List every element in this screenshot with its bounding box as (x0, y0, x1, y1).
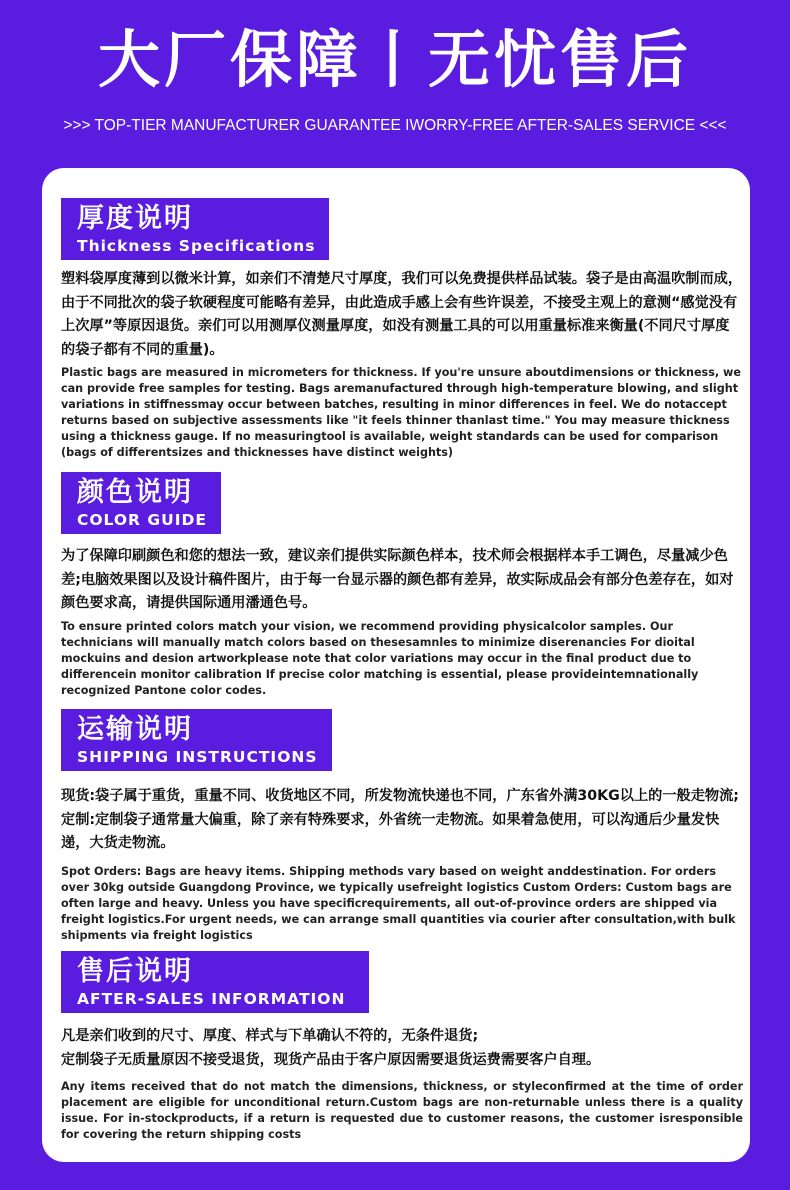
section-color (61, 472, 743, 699)
section-thickness (61, 198, 743, 461)
section-title-en: COLOR GUIDE (77, 511, 207, 529)
page-title: 大厂保障丨无忧售后 (97, 23, 692, 96)
section-body-zh-line: 定制袋子无质量原因不接受退货，现货产品由于客户原因需要退货运费需要客户自理。 (61, 1051, 601, 1068)
section-title-en: SHIPPING INSTRUCTIONS (77, 748, 318, 766)
section-title-zh: 颜色说明 (77, 477, 193, 508)
section-body-en: Any items received that do not match the dimensions, thickness, or styleconfirmed at the time of order placement are eligible for unconditional return.Custom bags are non-returnable unless there is a quality issue. For in-stockproducts, if a return is requested due to customer reasons, the customer isresponsible for covering the return shipping costs (61, 1080, 743, 1141)
section-label (61, 709, 332, 771)
section-title-zh: 售后说明 (77, 956, 193, 987)
section-body-en: Plastic bags are measured in micrometers for thickness. If you're unsure aboutdimensions or thickness, we can provide free samples for testing. Bags aremanufactured through high-temperature blowing, and slight variations in stiffnessmay occur between batches, resulting in minor differences in feel. We do notaccept returns based on subjective assessments like "it feels thinner thanlast time." You may measure thickness using a thickness gauge. If no measuringtool is available, weight standards can be used for comparison (bags of differentsizes and thicknesses have distinct weights) (61, 366, 741, 459)
section-label (61, 198, 329, 260)
section-after-sales (61, 951, 743, 1143)
section-title-en: Thickness Specifications (77, 237, 316, 255)
section-title-zh: 厚度说明 (77, 203, 193, 234)
section-body-zh-line: 凡是亲们收到的尺寸、厚度、样式与下单确认不符的，无条件退货; (61, 1028, 479, 1044)
section-body-zh: 为了保障印刷颜色和您的想法一致，建议亲们提供实际颜色样本，技术师会根据样本手工调色，尽量减少色差;电脑效果图以及设计稿件图片，由于每一台显示器的颜色都有差异，故实际成品会有部分色差存在，如对颜色要求高，请提供国际通用潘通色号。 (61, 548, 734, 611)
section-shipping (61, 709, 743, 944)
section-body-zh (61, 1025, 743, 1072)
section-label (61, 951, 369, 1013)
section-title-en: AFTER-SALES INFORMATION (77, 990, 346, 1008)
section-body-zh: 塑料袋厚度薄到以微米计算，如亲们不清楚尺寸厚度，我们可以免费提供样品试装。袋子是由高温吹制而成，由于不同批次的袋子软硬程度可能略有差异，由此造成手感上会有些许误差，不接受主观上的意测“感觉没有上次厚”等原因退货。亲们可以用测厚仪测量厚度，如没有测量工具的可以用重量标准来衡量(不同尺寸厚度的袋子都有不同的重量)。 (61, 271, 743, 358)
section-label (61, 472, 221, 534)
content-card (42, 168, 750, 1162)
page-subtitle: >>> TOP-TIER MANUFACTURER GUARANTEE IWORRY-FREE AFTER-SALES SERVICE <<< (63, 117, 727, 134)
section-body-en: Spot Orders: Bags are heavy items. Shipping methods vary based on weight anddestination. For orders over 30kg outside Guangdong Province, we typically usefreight logistics Custom Orders: Custom bags are often large and heavy. Unless you have specificrequirements, all out-of-province orders are shipped via freight logistics.For urgent needs, we can arrange small quantities via courier after consultation,with bulk shipments via freight logistics (61, 864, 736, 942)
section-body-en: To ensure printed colors match your vision, we recommend providing physicalcolor samples. Our technicians will manually match colors based on thesesamnles to minimize diserenancies For dioital mockuins and desion artworkplease note that color variations may occur in the final product due to differencein monitor calibration If precise color matching is essential, please provideintemnationally recognized Pantone color codes. (61, 619, 699, 697)
section-body-zh: 现货:袋子属于重货，重量不同、收货地区不同，所发物流快递也不同，广东省外满30KG以上的一般走物流;定制:定制袋子通常量大偏重，除了亲有特殊要求，外省统一走物流。如果着急使用，可以沟通后少量发快递，大货走物流。 (61, 788, 739, 851)
section-title-zh: 运输说明 (77, 714, 193, 745)
